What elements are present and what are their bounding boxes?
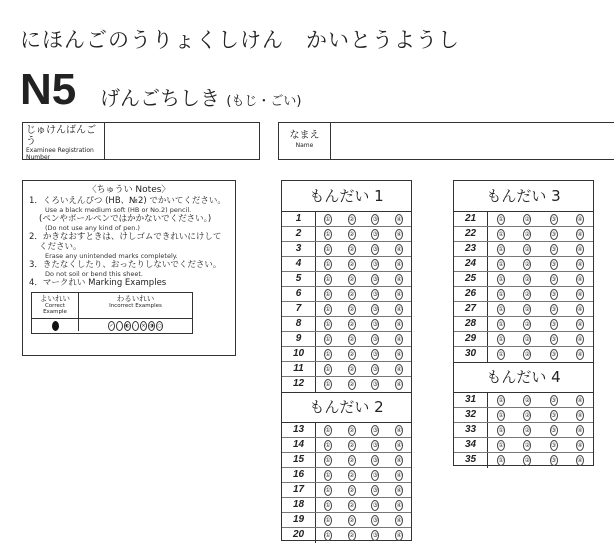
answer-bubble-4[interactable]: ④ — [396, 305, 402, 313]
answer-bubble-1[interactable]: ① — [325, 260, 331, 268]
answer-bubble-3[interactable]: ③ — [372, 471, 379, 479]
answer-bubble-3[interactable]: ③ — [550, 335, 557, 343]
mondai-3-rows — [454, 212, 593, 362]
question-row — [454, 242, 593, 257]
answer-bubble-3[interactable]: ③ — [372, 501, 379, 509]
answer-options — [488, 287, 593, 301]
page-title: にほんごのうりょくしけん かいとうようし — [20, 28, 460, 52]
question-number: 7 — [282, 302, 316, 316]
answer-bubble-1[interactable]: ① — [325, 230, 331, 238]
answer-column-2 — [453, 180, 594, 466]
question-number: 15 — [282, 453, 316, 467]
answer-bubble-3[interactable]: ③ — [372, 426, 379, 434]
answer-bubble-4[interactable]: ④ — [577, 441, 583, 449]
answer-bubble-2[interactable]: ② — [524, 426, 531, 434]
answer-bubble-4[interactable]: ④ — [577, 335, 583, 343]
answer-bubble-1[interactable]: ① — [325, 486, 331, 494]
question-row — [454, 317, 593, 332]
answer-bubble-2[interactable]: ② — [348, 426, 355, 434]
question-number: 3 — [282, 242, 316, 256]
question-number: 6 — [282, 287, 316, 301]
answer-bubble-1[interactable]: ① — [325, 320, 331, 328]
name-label-en: Name — [295, 142, 314, 149]
answer-bubble-1[interactable]: ① — [325, 381, 331, 388]
question-row — [454, 393, 593, 408]
answer-column-1 — [281, 180, 412, 541]
correct-example-jp: よいれい — [40, 294, 70, 303]
answer-bubble-2[interactable]: ② — [348, 516, 355, 524]
answer-bubble-3[interactable]: ③ — [550, 411, 557, 419]
answer-bubble-2[interactable]: ② — [524, 351, 531, 358]
answer-bubble-3[interactable]: ③ — [372, 486, 379, 494]
answer-bubble-4[interactable]: ④ — [396, 486, 402, 494]
answer-bubble-2[interactable]: ② — [524, 457, 531, 464]
question-number: 20 — [282, 528, 316, 543]
marking-examples — [31, 292, 193, 334]
note-1: 1．くろいえんぴつ (HB、№2) でかいてください。 — [29, 196, 226, 206]
answer-bubble-4[interactable]: ④ — [396, 516, 402, 524]
answer-bubble-2[interactable]: ② — [524, 335, 531, 343]
mondai-1-rows — [282, 212, 411, 392]
answer-bubble-2[interactable]: ② — [348, 365, 355, 373]
answer-bubble-1[interactable]: ① — [325, 335, 331, 343]
mondai-2-rows — [282, 423, 411, 543]
section-subtitle: (もじ・ごい) — [226, 94, 302, 109]
answer-bubble-4[interactable]: ④ — [577, 275, 583, 283]
question-row — [454, 302, 593, 317]
question-row — [454, 287, 593, 302]
registration-label — [23, 123, 105, 159]
answer-bubble-3[interactable]: ③ — [372, 305, 379, 313]
filled-bubble-icon — [52, 321, 59, 331]
notes-heading: 〈ちゅうい Notes〉 — [87, 185, 171, 195]
level-label: N5 — [20, 65, 77, 114]
section-title — [100, 82, 302, 111]
answer-options — [316, 453, 411, 467]
answer-options — [316, 362, 411, 376]
question-row — [282, 453, 411, 468]
question-row — [282, 272, 411, 287]
answer-bubble-3[interactable]: ③ — [372, 260, 379, 268]
question-row — [454, 332, 593, 347]
question-row — [454, 453, 593, 468]
answer-bubble-2[interactable]: ② — [348, 456, 355, 464]
answer-options — [488, 423, 593, 437]
question-number: 9 — [282, 332, 316, 346]
answer-bubble-2[interactable]: ② — [348, 441, 355, 449]
answer-options — [316, 242, 411, 256]
answer-bubble-4[interactable]: ④ — [396, 245, 402, 253]
answer-bubble-3[interactable]: ③ — [550, 441, 557, 449]
answer-bubble-1[interactable]: ① — [325, 350, 331, 358]
answer-bubble-1[interactable]: ① — [498, 290, 504, 298]
answer-bubble-2[interactable]: ② — [524, 396, 531, 404]
answer-options — [316, 498, 411, 512]
answer-bubble-2[interactable]: ② — [524, 320, 531, 328]
question-number: 8 — [282, 317, 316, 331]
answer-bubble-2[interactable]: ② — [524, 290, 531, 298]
question-row — [282, 513, 411, 528]
answer-bubble-4[interactable]: ④ — [577, 411, 583, 419]
answer-bubble-1[interactable]: ① — [498, 426, 504, 434]
correct-example-en: Correct — [44, 303, 66, 309]
answer-bubble-1[interactable]: ① — [498, 275, 504, 283]
answer-bubble-4[interactable]: ④ — [396, 441, 402, 449]
question-number: 19 — [282, 513, 316, 527]
answer-bubble-1[interactable]: ① — [325, 516, 331, 524]
answer-bubble-2[interactable]: ② — [348, 350, 355, 358]
answer-options — [488, 453, 593, 468]
answer-bubble-4[interactable]: ④ — [396, 471, 402, 479]
answer-bubble-1[interactable]: ① — [498, 441, 504, 449]
question-row — [454, 408, 593, 423]
answer-bubble-4[interactable]: ④ — [396, 230, 402, 238]
answer-options — [316, 423, 411, 437]
mondai-4-rows — [454, 393, 593, 468]
question-row — [454, 438, 593, 453]
answer-bubble-1[interactable]: ① — [325, 365, 331, 373]
answer-options — [316, 332, 411, 346]
question-row — [282, 287, 411, 302]
answer-bubble-1[interactable]: ① — [498, 305, 504, 313]
answer-bubble-2[interactable]: ② — [524, 215, 531, 223]
answer-options — [316, 287, 411, 301]
correct-example-en-2: Example — [43, 309, 67, 315]
answer-bubble-1[interactable]: ① — [498, 320, 504, 328]
answer-options — [488, 332, 593, 346]
note-3: 3．きたなくしたり、おったりしないでください。 — [29, 260, 222, 270]
answer-bubble-3[interactable]: ③ — [550, 290, 557, 298]
answer-options — [316, 377, 411, 392]
note-2-cont: ください。 — [39, 242, 82, 252]
question-number: 18 — [282, 498, 316, 512]
question-number: 25 — [454, 272, 488, 286]
question-row — [282, 528, 411, 543]
answer-bubble-3[interactable]: ③ — [372, 230, 379, 238]
answer-bubble-2[interactable]: ② — [348, 381, 355, 388]
answer-options — [488, 347, 593, 362]
answer-bubble-3[interactable]: ③ — [550, 457, 557, 464]
question-number: 2 — [282, 227, 316, 241]
answer-options — [316, 272, 411, 286]
question-row — [282, 377, 411, 392]
question-number: 23 — [454, 242, 488, 256]
cross-bubble-icon: × — [141, 322, 146, 329]
question-number: 34 — [454, 438, 488, 452]
empty-bubble-icon — [116, 321, 123, 331]
answer-bubble-4[interactable]: ④ — [396, 335, 402, 343]
question-row — [282, 302, 411, 317]
mondai-1-title: もんだい 1 — [282, 181, 411, 212]
note-1-en: Use a black medium soft (HB or No.2) pencil. — [45, 206, 192, 214]
question-number: 1 — [282, 212, 316, 226]
mondai-2-title: もんだい 2 — [282, 392, 411, 423]
question-number: 22 — [454, 227, 488, 241]
question-number: 28 — [454, 317, 488, 331]
answer-bubble-4[interactable]: ④ — [396, 532, 402, 539]
name-field[interactable] — [278, 122, 614, 160]
answer-options — [316, 528, 411, 543]
answer-bubble-3[interactable]: ③ — [550, 230, 557, 238]
question-number: 33 — [454, 423, 488, 437]
answer-bubble-3[interactable]: ③ — [372, 350, 379, 358]
answer-bubble-4[interactable]: ④ — [396, 456, 402, 464]
answer-bubble-3[interactable]: ③ — [550, 275, 557, 283]
answer-bubble-2[interactable]: ② — [348, 260, 355, 268]
name-label-jp: なまえ — [289, 130, 320, 141]
question-number: 16 — [282, 468, 316, 482]
answer-bubble-1[interactable]: ① — [498, 411, 504, 419]
answer-options — [488, 257, 593, 271]
question-number: 30 — [454, 347, 488, 362]
answer-bubble-2[interactable]: ② — [348, 245, 355, 253]
answer-options — [488, 317, 593, 331]
question-row — [282, 317, 411, 332]
question-number: 35 — [454, 453, 488, 468]
answer-bubble-2[interactable]: ② — [348, 532, 355, 539]
answer-bubble-2[interactable]: ② — [348, 471, 355, 479]
question-row — [282, 423, 411, 438]
answer-bubble-3[interactable]: ③ — [372, 245, 379, 253]
registration-label-en-2: Number — [26, 154, 51, 161]
answer-bubble-3[interactable]: ③ — [550, 215, 557, 223]
answer-bubble-3[interactable]: ③ — [550, 305, 557, 313]
answer-bubble-4[interactable]: ④ — [396, 260, 402, 268]
answer-options — [316, 513, 411, 527]
answer-bubble-3[interactable]: ③ — [372, 335, 379, 343]
correct-mark-row — [32, 318, 78, 332]
answer-bubble-1[interactable]: ① — [498, 335, 504, 343]
incorrect-mark-row — [79, 318, 192, 332]
note-4: 4．マークれい Marking Examples — [29, 278, 167, 288]
question-number: 26 — [454, 287, 488, 301]
answer-bubble-4[interactable]: ④ — [396, 381, 402, 388]
answer-bubble-1[interactable]: ① — [325, 471, 331, 479]
answer-bubble-1[interactable]: ① — [325, 501, 331, 509]
answer-bubble-3[interactable]: ③ — [372, 456, 379, 464]
answer-bubble-3[interactable]: ③ — [550, 351, 557, 358]
answer-bubble-3[interactable]: ③ — [550, 245, 557, 253]
question-row — [282, 483, 411, 498]
answer-bubble-2[interactable]: ② — [348, 275, 355, 283]
answer-bubble-4[interactable]: ④ — [577, 215, 583, 223]
answer-bubble-2[interactable]: ② — [524, 411, 531, 419]
question-row — [282, 362, 411, 377]
question-number: 14 — [282, 438, 316, 452]
answer-bubble-3[interactable]: ③ — [372, 516, 379, 524]
question-number: 11 — [282, 362, 316, 376]
answer-options — [488, 393, 593, 407]
question-number: 12 — [282, 377, 316, 392]
answer-bubble-3[interactable]: ③ — [372, 365, 379, 373]
answer-bubble-4[interactable]: ④ — [396, 290, 402, 298]
note-1-sub: (ペンやボールペンではかかないでください。) — [39, 214, 212, 224]
answer-bubble-2[interactable]: ② — [524, 230, 531, 238]
answer-bubble-2[interactable]: ② — [348, 486, 355, 494]
note-2-en: Erase any unintended marks completely. — [45, 252, 178, 260]
answer-options — [316, 302, 411, 316]
answer-bubble-2[interactable]: ② — [348, 215, 355, 223]
question-row — [454, 423, 593, 438]
answer-options — [488, 272, 593, 286]
answer-bubble-2[interactable]: ② — [348, 290, 355, 298]
incorrect-example-en: Incorrect Examples — [109, 303, 162, 309]
answer-bubble-4[interactable]: ④ — [577, 457, 583, 464]
answer-bubble-3[interactable]: ③ — [372, 290, 379, 298]
small-dot-bubble-icon: · — [132, 321, 139, 331]
answer-options — [316, 347, 411, 361]
answer-options — [488, 438, 593, 452]
partial-bubble-icon: ◐ — [125, 322, 130, 329]
answer-bubble-3[interactable]: ③ — [372, 532, 379, 539]
answer-bubble-3[interactable]: ③ — [550, 426, 557, 434]
answer-bubble-1[interactable]: ① — [325, 456, 331, 464]
answer-bubble-2[interactable]: ② — [524, 245, 531, 253]
answer-bubble-1[interactable]: ① — [325, 305, 331, 313]
answer-bubble-4[interactable]: ④ — [396, 501, 402, 509]
answer-bubble-4[interactable]: ④ — [396, 275, 402, 283]
question-row — [282, 332, 411, 347]
answer-options — [316, 227, 411, 241]
answer-options — [316, 438, 411, 452]
answer-bubble-3[interactable]: ③ — [372, 381, 379, 388]
answer-bubble-1[interactable]: ① — [498, 230, 504, 238]
answer-bubble-4[interactable]: ④ — [577, 230, 583, 238]
ring-bubble-icon: ○ — [157, 322, 162, 329]
answer-options — [488, 227, 593, 241]
answer-bubble-2[interactable]: ② — [348, 230, 355, 238]
answer-options — [316, 468, 411, 482]
answer-bubble-4[interactable]: ④ — [577, 396, 583, 404]
question-number: 21 — [454, 212, 488, 226]
answer-bubble-3[interactable]: ③ — [550, 320, 557, 328]
answer-bubble-4[interactable]: ④ — [396, 426, 402, 434]
answer-bubble-2[interactable]: ② — [348, 335, 355, 343]
question-row — [282, 468, 411, 483]
question-row — [282, 212, 411, 227]
answer-bubble-3[interactable]: ③ — [372, 441, 379, 449]
answer-bubble-4[interactable]: ④ — [396, 320, 402, 328]
incorrect-example-jp: わるいれい — [116, 294, 155, 303]
notes-panel — [22, 180, 236, 356]
answer-bubble-1[interactable]: ① — [498, 260, 504, 268]
answer-bubble-1[interactable]: ① — [325, 441, 331, 449]
answer-bubble-1[interactable]: ① — [325, 275, 331, 283]
mondai-3-title: もんだい 3 — [454, 181, 593, 212]
answer-bubble-1[interactable]: ① — [498, 245, 504, 253]
answer-options — [316, 317, 411, 331]
answer-bubble-4[interactable]: ④ — [577, 245, 583, 253]
answer-bubble-4[interactable]: ④ — [577, 290, 583, 298]
question-row — [282, 257, 411, 272]
note-2: 2．かきなおすときは、けしゴムできれいにけして — [29, 232, 222, 242]
answer-bubble-4[interactable]: ④ — [577, 320, 583, 328]
answer-bubble-4[interactable]: ④ — [396, 365, 402, 373]
question-row — [282, 347, 411, 362]
answer-options — [488, 242, 593, 256]
answer-bubble-4[interactable]: ④ — [577, 351, 583, 358]
question-row — [454, 212, 593, 227]
question-number: 5 — [282, 272, 316, 286]
answer-bubble-2[interactable]: ② — [524, 305, 531, 313]
answer-bubble-4[interactable]: ④ — [396, 215, 402, 223]
answer-bubble-1[interactable]: ① — [325, 245, 331, 253]
registration-label-en: Examinee Registration — [26, 147, 94, 154]
answer-bubble-1[interactable]: ① — [498, 457, 504, 464]
registration-number-field[interactable] — [22, 122, 260, 160]
answer-bubble-3[interactable]: ③ — [372, 275, 379, 283]
question-row — [454, 347, 593, 362]
answer-bubble-4[interactable]: ④ — [396, 350, 402, 358]
correct-example — [32, 293, 79, 331]
answer-bubble-1[interactable]: ① — [498, 351, 504, 358]
answer-bubble-1[interactable]: ① — [325, 215, 331, 223]
answer-bubble-2[interactable]: ② — [524, 441, 531, 449]
question-row — [282, 242, 411, 257]
answer-bubble-3[interactable]: ③ — [372, 320, 379, 328]
answer-bubble-4[interactable]: ④ — [577, 260, 583, 268]
answer-bubble-2[interactable]: ② — [348, 501, 355, 509]
question-number: 32 — [454, 408, 488, 422]
answer-options — [488, 212, 593, 226]
question-row — [454, 227, 593, 242]
checkmark-bubble-icon: ✓ — [109, 322, 114, 329]
note-1-sub-en: (Do not use any kind of pen.) — [45, 224, 140, 232]
question-number: 27 — [454, 302, 488, 316]
answer-options — [316, 483, 411, 497]
answer-bubble-3[interactable]: ③ — [372, 215, 379, 223]
answer-bubble-4[interactable]: ④ — [577, 305, 583, 313]
answer-bubble-2[interactable]: ② — [348, 305, 355, 313]
question-number: 13 — [282, 423, 316, 437]
answer-bubble-3[interactable]: ③ — [550, 260, 557, 268]
question-number: 10 — [282, 347, 316, 361]
question-number: 4 — [282, 257, 316, 271]
answer-bubble-1[interactable]: ① — [498, 396, 504, 404]
question-row — [282, 438, 411, 453]
answer-bubble-1[interactable]: ① — [325, 532, 331, 539]
answer-bubble-2[interactable]: ② — [524, 260, 531, 268]
answer-bubble-1[interactable]: ① — [325, 426, 331, 434]
registration-label-jp: じゅけんばんごう — [26, 125, 96, 147]
answer-options — [488, 408, 593, 422]
answer-bubble-1[interactable]: ① — [325, 290, 331, 298]
question-number: 24 — [454, 257, 488, 271]
question-number: 17 — [282, 483, 316, 497]
question-row — [454, 272, 593, 287]
question-number: 31 — [454, 393, 488, 407]
mondai-4-title: もんだい 4 — [454, 362, 593, 393]
answer-options — [316, 212, 411, 226]
answer-bubble-2[interactable]: ② — [348, 320, 355, 328]
answer-bubble-1[interactable]: ① — [498, 215, 504, 223]
question-row — [282, 227, 411, 242]
section-name: げんごちしき — [100, 86, 220, 110]
name-label — [279, 123, 331, 159]
question-number: 29 — [454, 332, 488, 346]
question-row — [282, 498, 411, 513]
answer-bubble-3[interactable]: ③ — [550, 396, 557, 404]
note-3-en: Do not soil or bend this sheet. — [45, 270, 143, 278]
half-bubble-icon: ◑ — [149, 322, 154, 329]
answer-bubble-2[interactable]: ② — [524, 275, 531, 283]
answer-options — [316, 257, 411, 271]
incorrect-examples — [79, 293, 192, 331]
question-row — [454, 257, 593, 272]
answer-bubble-4[interactable]: ④ — [577, 426, 583, 434]
answer-options — [488, 302, 593, 316]
